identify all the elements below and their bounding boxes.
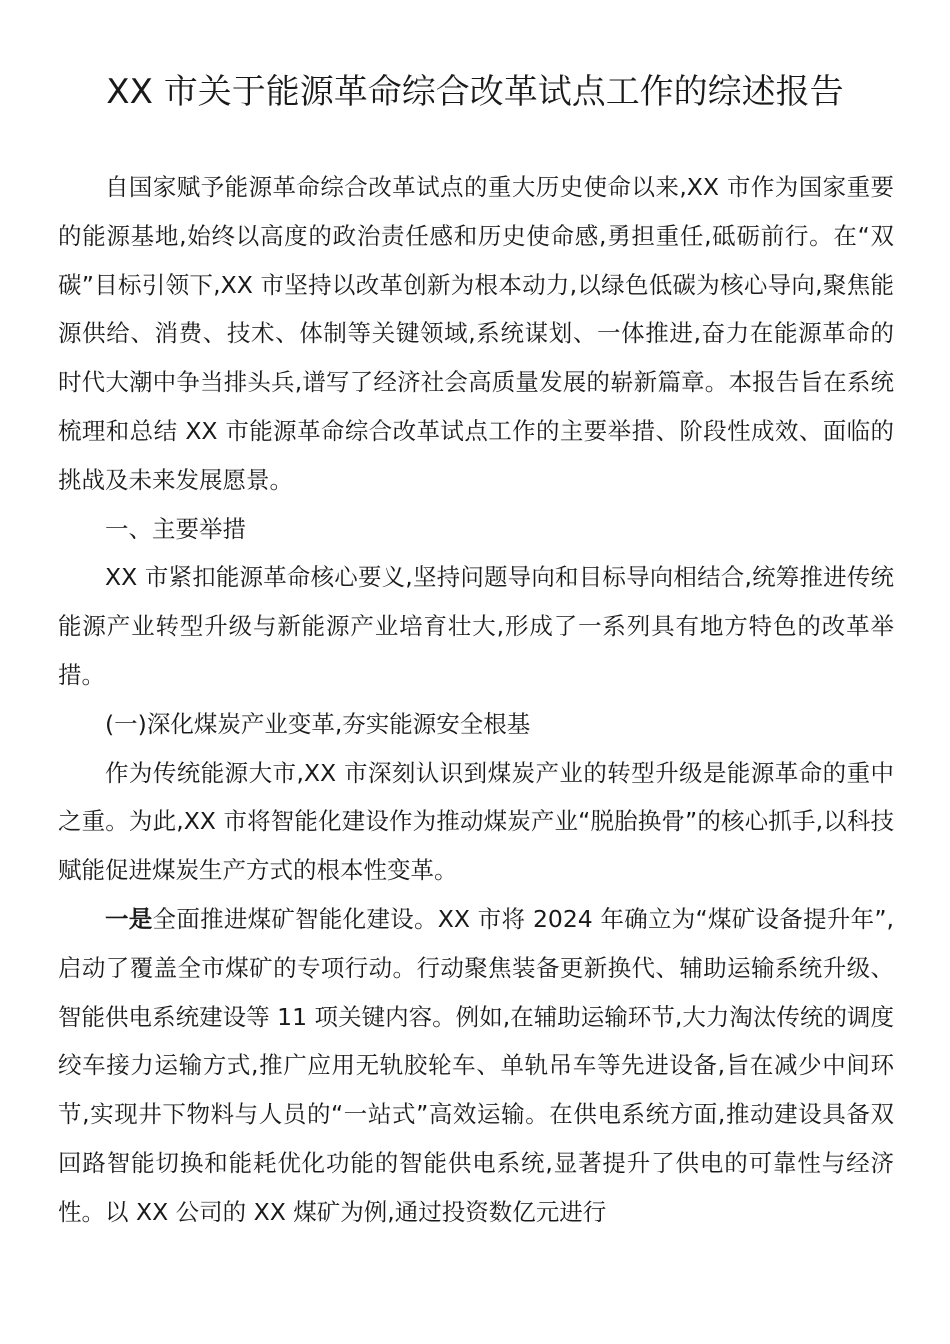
paragraph-lead-bold: 一是 [105, 904, 153, 933]
section-heading-main-measures [58, 505, 894, 554]
paragraph-first-measure [58, 895, 894, 1237]
paragraph-text: 全面推进煤矿智能化建设。XX 市将 2024 年确立为“煤矿设备提升年”,启动了覆盖全市煤矿的专项行动。行动聚焦装备更新换代、辅助运输系统升级、智能供电系统建设等 11 项关键内容。例如,在辅助运输环节,大力淘汰传统的调度绞车接力运输方式,推广应用无轨胶轮车、单轨吊车等先进设备,旨在减少中间环节,实现井下物料与人员的“一站式”高效运输。在供电系统方面,推动建设具备双回路智能切换和能耗优化功能的智能供电系统,显著提升了供电的可靠性与经济性。以 XX 公司的 XX 煤矿为例,通过投资数亿元进行 [58, 904, 895, 1226]
paragraph-measures-summary [58, 553, 894, 699]
heading-text: (一)深化煤炭产业变革,夯实能源安全根基 [105, 709, 531, 738]
subsection-heading-coal [58, 700, 894, 749]
heading-text: 一、主要举措 [105, 514, 246, 543]
document-title: XX 市关于能源革命综合改革试点工作的综述报告 [106, 72, 844, 112]
paragraph-text: XX 市紧扣能源革命核心要义,坚持问题导向和目标导向相结合,统筹推进传统能源产业转型升级与新能源产业培育壮大,形成了一系列具有地方特色的改革举措。 [58, 563, 894, 689]
document-body [58, 163, 894, 1237]
paragraph-text: 自国家赋予能源革命综合改革试点的重大历史使命以来,XX 市作为国家重要的能源基地,始终以高度的政治责任感和历史使命感,勇担重任,砥砺前行。在“双碳”目标引领下,XX 市坚持以改革创新为根本动力,以绿色低碳为核心导向,聚焦能源供给、消费、技术、体制等关键领域,系统谋划、一体推进,奋力在能源革命的时代大潮中争当排头兵,谱写了经济社会高质量发展的崭新篇章。本报告旨在系统梳理和总结 XX 市能源革命综合改革试点工作的主要举措、阶段性成效、面临的挑战及未来发展愿景。 [58, 173, 894, 494]
paragraph-text: 作为传统能源大市,XX 市深刻认识到煤炭产业的转型升级是能源革命的重中之重。为此,XX 市将智能化建设作为推动煤炭产业“脱胎换骨”的核心抓手,以科技赋能促进煤炭生产方式的根本性变革。 [58, 758, 894, 885]
paragraph-intro [58, 163, 894, 505]
paragraph-coal-intro [58, 749, 894, 895]
